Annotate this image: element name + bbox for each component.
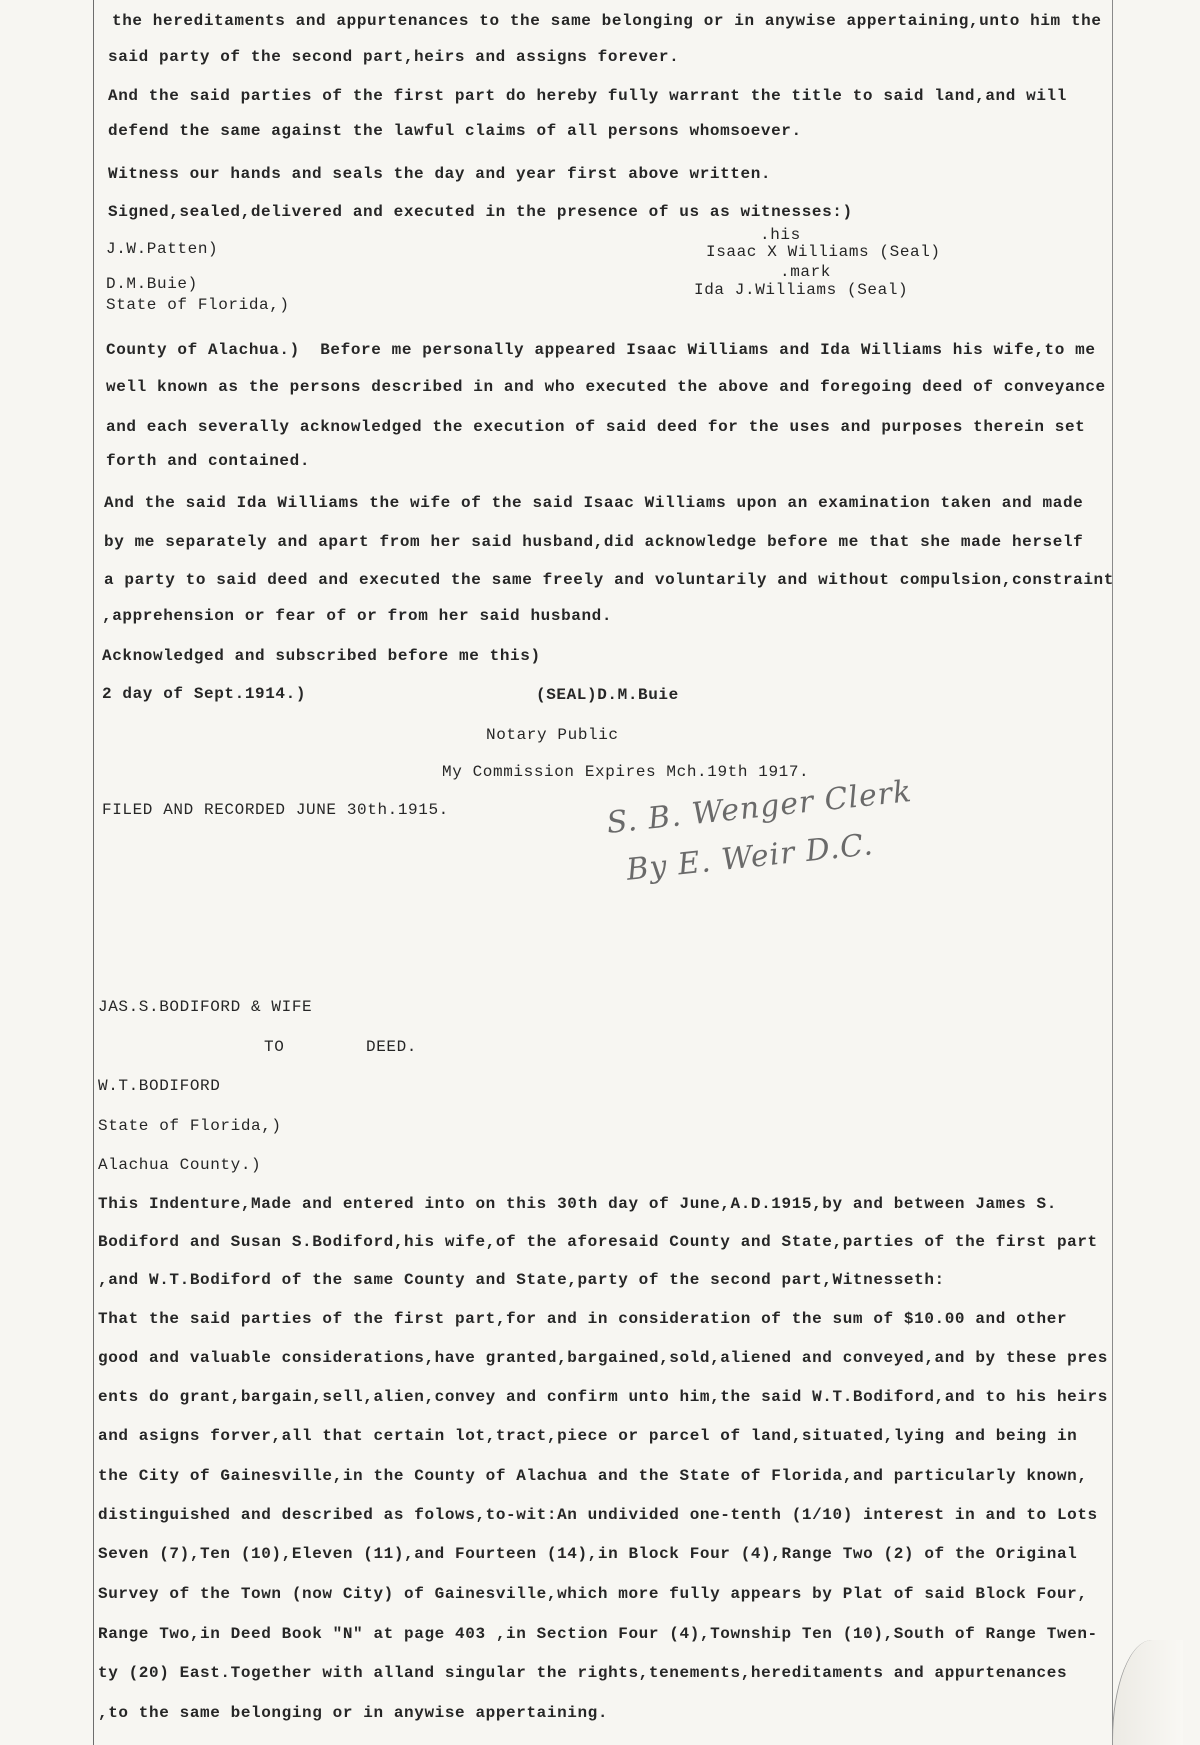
deed-body-line: good and valuable considerations,have granted,bargained,sold,aliened and conveyed,and by these pres (98, 1349, 1108, 1367)
grantor-2-signature: Ida J.Williams (Seal) (694, 281, 909, 299)
deed-body-line: Range Two,in Deed Book "N" at page 403 ,in Section Four (4),Township Ten (10),South of Range Twen- (98, 1625, 1098, 1643)
deed-body-line: ents do grant,bargain,sell,alien,convey and confirm unto him,the said W.T.Bodiford,and to his heirs (98, 1388, 1108, 1406)
deed-heading-to: TO (264, 1038, 285, 1056)
deed-body-line: Bodiford and Susan S.Bodiford,his wife,of the aforesaid County and State,parties of the first part (98, 1233, 1098, 1251)
deed-county: Alachua County.) (98, 1156, 262, 1174)
text-line: Witness our hands and seals the day and year first above written. (108, 165, 772, 183)
deed-heading-grantor: JAS.S.BODIFORD & WIFE (98, 998, 313, 1016)
deed-body-line: and asigns forver,all that certain lot,tract,piece or parcel of land,situated,lying and being in (98, 1427, 1078, 1445)
filed-recorded: FILED AND RECORDED JUNE 30th.1915. (102, 801, 449, 819)
deed-body-line: That the said parties of the first part,for and in consideration of the sum of $10.00 and other (98, 1310, 1068, 1328)
ack-line: well known as the persons described in and who executed the above and foregoing deed of conveyance (106, 378, 1106, 396)
grantor-1-signature: Isaac X Williams (Seal) (706, 243, 941, 261)
deed-heading-grantee: W.T.BODIFORD (98, 1077, 221, 1095)
ack-line: and each severally acknowledged the execution of said deed for the uses and purposes therein set (106, 418, 1086, 436)
notary-seal-signature: (SEAL)D.M.Buie (536, 686, 679, 704)
witness-2: D.M.Buie) (106, 275, 198, 293)
notary-title: Notary Public (486, 726, 619, 744)
page-curl (1112, 1640, 1183, 1745)
deed-body-line: the City of Gainesville,in the County of Alachua and the State of Florida,and particularly known, (98, 1467, 1088, 1485)
witness-1: J.W.Patten) (106, 240, 219, 258)
deed-body-line: This Indenture,Made and entered into on this 30th day of June,A.D.1915,by and between James S. (98, 1195, 1057, 1213)
deed-body-line: distinguished and described as folows,to-wit:An undivided one-tenth (1/10) interest in and to Lots (98, 1506, 1098, 1524)
text-line: said party of the second part,heirs and assigns forever. (108, 48, 680, 66)
ack-line: a party to said deed and executed the same freely and voluntarily and without compulsion,constraint (104, 571, 1114, 589)
ack-line: Acknowledged and subscribed before me this) (102, 647, 541, 665)
commission-expiry: My Commission Expires Mch.19th 1917. (442, 763, 810, 781)
state-line: State of Florida,) (106, 296, 290, 314)
his-mark-label: .his (760, 226, 801, 244)
deed-body-line: Seven (7),Ten (10),Eleven (11),and Fourteen (14),in Block Four (4),Range Two (2) of the Original (98, 1545, 1078, 1563)
deed-body-line: Survey of the Town (now City) of Gainesville,which more fully appears by Plat of said Block Four, (98, 1585, 1088, 1603)
ack-line: County of Alachua.) Before me personally appeared Isaac Williams and Ida Williams his wife,to me (106, 341, 1096, 359)
ack-line: And the said Ida Williams the wife of the said Isaac Williams upon an examination taken and made (104, 494, 1084, 512)
ack-line: ,apprehension or fear of or from her said husband. (102, 607, 613, 625)
text-line: And the said parties of the first part do hereby fully warrant the title to said land,and will (108, 87, 1067, 105)
deed-state: State of Florida,) (98, 1117, 282, 1135)
text-line: Signed,sealed,delivered and executed in the presence of us as witnesses:) (108, 203, 853, 221)
deed-body-line: ty (20) East.Together with alland singular the rights,tenements,hereditaments and appurtenances (98, 1664, 1068, 1682)
right-margin-line (1112, 0, 1113, 1745)
clerk-signature-line-2: By E. Weir D.C. (624, 827, 876, 888)
ack-line: forth and contained. (106, 452, 311, 470)
text-line: the hereditaments and appurtenances to the same belonging or in anywise appertaining,unto him the (112, 12, 1102, 30)
mark-label: .mark (780, 263, 832, 281)
deed-heading-deed: DEED. (366, 1038, 418, 1056)
deed-body-line: ,to the same belonging or in anywise appertaining. (98, 1704, 609, 1722)
left-margin-line (93, 0, 94, 1745)
ack-line: 2 day of Sept.1914.) (102, 685, 307, 703)
deed-body-line: ,and W.T.Bodiford of the same County and State,party of the second part,Witnesseth: (98, 1271, 945, 1289)
ack-line: by me separately and apart from her said husband,did acknowledge before me that she made herself (104, 533, 1084, 551)
clerk-signature-line-1: S. B. Wenger Clerk (605, 774, 914, 841)
text-line: defend the same against the lawful claims of all persons whomsoever. (108, 122, 802, 140)
